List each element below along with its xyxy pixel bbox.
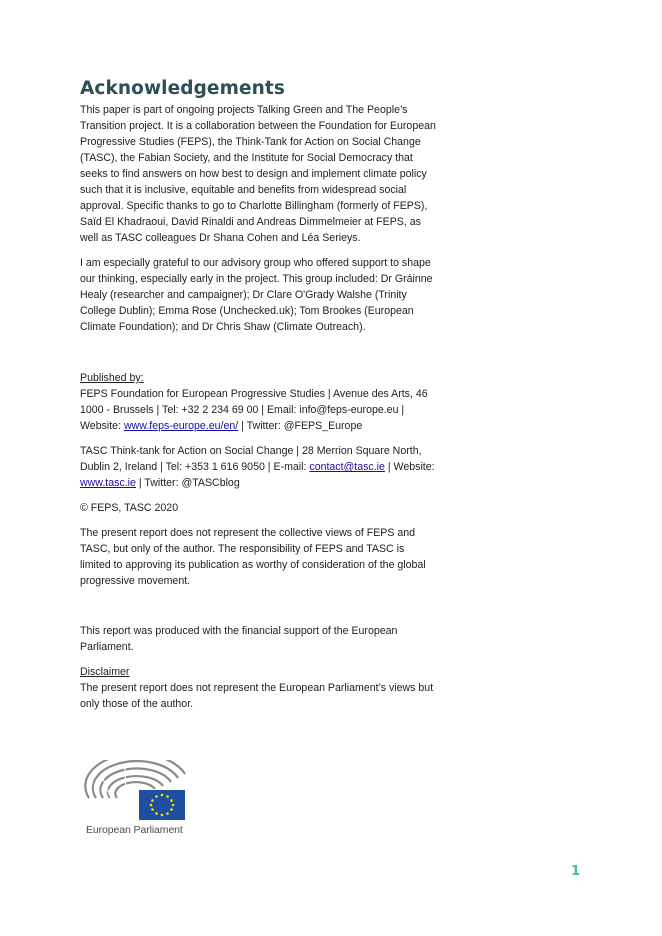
responsibility-statement: The present report does not represent the collective views of FEPS and TASC, but only of the author. The responsibility of FEPS and TASC is limited to approving its publication as worthy of consideration of the global progressive movement.	[80, 527, 426, 587]
feps-details-text: FEPS Foundation for European Progressive Studies | Avenue des Arts, 46 1000 - Brussels | Tel: +32 2 234 69 00 | Email: info@feps-europe.eu | Website:	[80, 388, 428, 432]
published-by-label: Published by:	[80, 372, 144, 384]
logo-caption: European Parliament	[86, 824, 183, 836]
acknowledgement-paragraph-1: This paper is part of ongoing projects Talking Green and The People’s Transition project. It is a collaboration between the Foundation for European Progressive Studies (FEPS), the Think-Tank for Action on Social Change (TASC), the Fabian Society, and the Institute for Social Democracy that seeks to find answers on how best to design and implement climate policy such that it is inclusive, equitable and benefits from widespread social approval. Specific thanks to go to Charlotte Billingham (formerly of FEPS), Saïd El Khadraoui, David Rinaldi and Andreas Dimmelmeier at FEPS, as well as TASC colleagues Dr Shana Cohen and Léa Serieys.	[80, 104, 436, 244]
page-title: Acknowledgements	[80, 78, 285, 99]
spacer	[80, 598, 436, 623]
copyright-notice: © FEPS, TASC 2020	[80, 502, 179, 514]
tasc-website-link[interactable]: www.tasc.ie	[80, 477, 136, 489]
page-number: 1	[571, 864, 581, 879]
feps-website-link[interactable]: www.feps-europe.eu/en/	[123, 420, 239, 432]
feps-twitter-text: | Twitter: @FEPS_Europe	[238, 420, 363, 432]
feps-details	[80, 386, 436, 434]
tasc-email-link[interactable]: contact@tasc.ie	[309, 461, 385, 473]
page-content	[80, 78, 436, 721]
spacer	[80, 344, 436, 370]
tasc-details	[80, 443, 436, 491]
acknowledgement-paragraph-2: I am especially grateful to our advisory group who offered support to shape our thinking, especially early in the project. This group included: Dr Gráinne Healy (researcher and campaigner); Dr Clare O'Grady Walshe (Trinity College Dublin); Emma Rose (Unchecked.uk); Tom Brookes (European Climate Foundation); and Dr Chris Shaw (Climate Outreach).	[80, 257, 433, 333]
disclaimer-text: The present report does not represent the European Parliament’s views but only those of the author.	[80, 682, 434, 710]
parliament-hemicycle-icon	[81, 760, 199, 824]
tasc-details-text: TASC Think-tank for Action on Social Change | 28 Merrion Square North, Dublin 2, Ireland | Tel: +353 1 616 9050 | E-mail:	[80, 445, 422, 473]
european-parliament-logo	[81, 760, 199, 842]
tasc-website-label: | Website:	[384, 461, 435, 473]
funding-statement: This report was produced with the financial support of the European Parliament.	[80, 625, 398, 653]
tasc-twitter-text: | Twitter: @TASCblog	[135, 477, 240, 489]
disclaimer-label: Disclaimer	[80, 666, 130, 678]
